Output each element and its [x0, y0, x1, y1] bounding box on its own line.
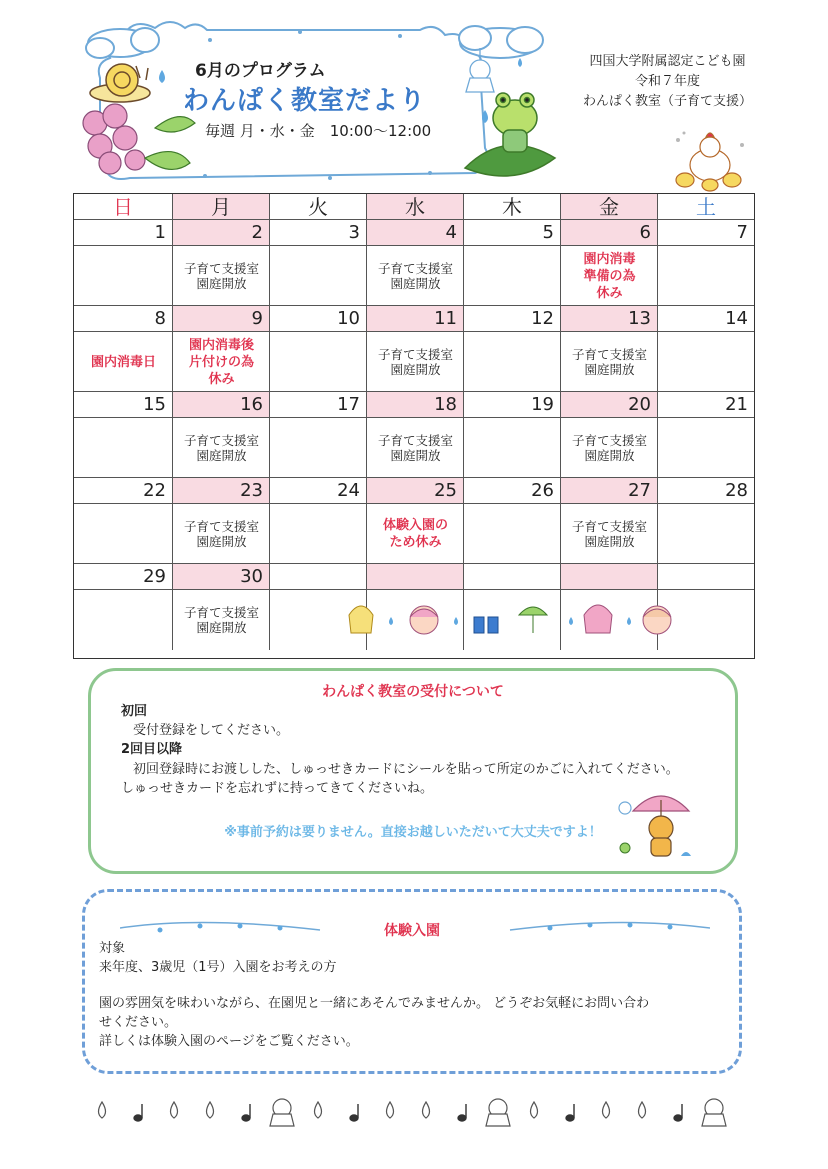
note-line: 園庭開放: [584, 362, 635, 377]
date-cell: 23: [173, 478, 270, 504]
weekday-cell: 土: [696, 195, 716, 219]
note-cell: [561, 332, 658, 392]
date-row: [74, 220, 754, 246]
date-row: [74, 564, 754, 590]
rainy-season-decoration: [339, 595, 719, 645]
note-line: 園庭開放: [196, 534, 247, 549]
note-line: 園庭開放: [196, 448, 247, 463]
note-cell: [270, 246, 367, 306]
date-cell: 10: [270, 306, 367, 332]
date-cell: 1: [74, 220, 173, 246]
note-cell: [464, 246, 561, 306]
note-cell: [367, 418, 464, 478]
note-line: ため休み: [389, 535, 442, 550]
open-note: [561, 433, 658, 463]
note-row: [74, 418, 754, 478]
teru-teru-bozu-icon: [486, 1099, 510, 1126]
note-cell: [464, 332, 561, 392]
trial-desc-3: 詳しくは体験入園のページをご覧ください。: [99, 1034, 359, 1049]
note-cell: [367, 504, 464, 564]
note-cell: [74, 590, 173, 650]
note-cell: [658, 246, 754, 306]
music-note-icon: [350, 1104, 358, 1121]
teru-teru-bozu-icon: [270, 1099, 294, 1126]
date-cell: [367, 564, 464, 590]
note-line: 子育て支援室: [377, 347, 453, 362]
note-cell: [367, 332, 464, 392]
open-note: [173, 261, 270, 291]
note-line: 子育て支援室: [183, 433, 259, 448]
page-title: わんぱく教室だより: [183, 86, 427, 116]
weekday-cell: 月: [173, 194, 270, 220]
second-visit-text-2: しゅっせきカードを忘れずに持ってきてくださいね。: [121, 781, 434, 796]
date-cell: 20: [561, 392, 658, 418]
institution-name: 四国大学附属認定こども園: [589, 54, 746, 69]
note-line: 子育て支援室: [571, 347, 647, 362]
date-cell: 28: [725, 480, 748, 501]
open-note: [367, 433, 464, 463]
note-line: 子育て支援室: [571, 519, 647, 534]
first-visit-text: 受付登録をしてください。: [133, 723, 290, 738]
date-cell: 17: [270, 392, 367, 418]
class-name: わんぱく教室（子育て支援）: [582, 94, 752, 109]
note-line: 園庭開放: [584, 448, 635, 463]
note-line: 休み: [208, 372, 235, 387]
note-cell: [173, 246, 270, 306]
open-note: [367, 347, 464, 377]
trial-desc-2: せください。: [99, 1015, 178, 1030]
first-visit-heading: 初回: [121, 704, 148, 719]
raindrop-icon: [627, 617, 631, 625]
note-line: 園庭開放: [196, 620, 247, 635]
note-cell: [74, 504, 173, 564]
date-cell: [658, 564, 754, 590]
date-cell: 12: [464, 306, 561, 332]
open-note: [561, 347, 658, 377]
weekday-cell: 金: [561, 194, 658, 220]
date-cell: 18: [367, 392, 464, 418]
open-note: [173, 519, 270, 549]
child-face-icon: [410, 606, 438, 634]
note-line: 子育て支援室: [377, 261, 453, 276]
date-cell: 30: [173, 564, 270, 590]
date-cell: 21: [725, 394, 748, 415]
date-cell: 29: [74, 564, 173, 590]
note-line: 園庭開放: [584, 534, 635, 549]
date-cell: 22: [74, 478, 173, 504]
note-cell: [367, 246, 464, 306]
date-cell: 15: [74, 392, 173, 418]
date-cell: [464, 564, 561, 590]
raindrop-icon: [639, 1102, 646, 1118]
note-line: 体験入園の: [382, 518, 448, 533]
raincoat-child-icon: [349, 606, 373, 633]
trial-entry-box: [82, 889, 742, 1074]
note-cell: [561, 418, 658, 478]
note-cell: [173, 418, 270, 478]
date-row: [74, 306, 754, 332]
schedule-text: 毎週 月・水・金 10:00〜12:00: [205, 122, 432, 140]
note-line: 子育て支援室: [183, 519, 259, 534]
date-cell: 7: [736, 222, 748, 243]
weekday-cell: 火: [270, 194, 367, 220]
second-visit-text-1: 初回登録時にお渡しした、しゅっせきカードにシールを貼って所定のかごに入れてください。: [133, 762, 679, 777]
weekday-cell: 木: [464, 194, 561, 220]
note-row: [74, 332, 754, 392]
open-note: [173, 605, 270, 635]
trial-desc-1: 園の雰囲気を味わいながら、在園児と一緒にあそんでみませんか。 どうぞお気軽にお問い合わ: [99, 996, 650, 1011]
reservation-note: ※事前予約は要りません。直接お越しいただいて大丈夫ですよ！: [224, 825, 602, 840]
footer-decoration: [88, 1094, 738, 1134]
reception-box: [88, 668, 738, 874]
open-note: [367, 261, 464, 291]
date-cell: 6: [561, 220, 658, 246]
note-line: 園内消毒後: [188, 338, 254, 353]
note-line: 準備の為: [583, 269, 636, 284]
note-line: 子育て支援室: [183, 605, 259, 620]
cloud-icon: [459, 26, 543, 58]
raindrop-icon: [315, 1102, 322, 1118]
date-cell: [561, 564, 658, 590]
teru-teru-bozu-icon: [702, 1099, 726, 1126]
date-row: [74, 392, 754, 418]
open-note: [561, 519, 658, 549]
raindrop-icon: [99, 1102, 106, 1118]
note-line: 園庭開放: [390, 362, 441, 377]
month-program: 6月のプログラム: [195, 61, 326, 81]
note-line: 片付けの為: [188, 355, 254, 370]
weekday-header: [74, 194, 754, 220]
note-cell: [561, 504, 658, 564]
date-cell: 4: [367, 220, 464, 246]
raindrop-icon: [569, 617, 573, 625]
note-cell: [74, 332, 173, 392]
date-cell: 3: [270, 220, 367, 246]
date-cell: 9: [173, 306, 270, 332]
child-face-icon: [643, 606, 671, 634]
umbrella-icon: [519, 607, 547, 633]
note-line: 子育て支援室: [571, 433, 647, 448]
note-cell: [173, 332, 270, 392]
raindrop-icon: [389, 617, 393, 625]
calendar: [73, 193, 755, 659]
fiscal-year: 令和７年度: [634, 74, 700, 89]
note-cell: [658, 418, 754, 478]
date-cell: 19: [464, 392, 561, 418]
umbrella-child-icon: [611, 786, 696, 866]
note-line: 園内消毒: [583, 252, 636, 267]
date-cell: [270, 564, 367, 590]
date-row: [74, 478, 754, 504]
date-cell: 8: [74, 306, 173, 332]
raindrop-icon: [423, 1102, 430, 1118]
date-cell: 24: [270, 478, 367, 504]
note-cell: [658, 332, 754, 392]
closure-note: [367, 517, 464, 551]
institution-block: [560, 52, 775, 112]
music-note-icon: [674, 1104, 682, 1121]
date-cell: 16: [173, 392, 270, 418]
music-note-icon: [242, 1104, 250, 1121]
music-note-icon: [458, 1104, 466, 1121]
note-line: 園内消毒日: [90, 355, 156, 370]
note-cell: [561, 246, 658, 306]
note-row: [74, 246, 754, 306]
raindrop-icon: [603, 1102, 610, 1118]
second-visit-heading: 2回目以降: [121, 742, 183, 757]
note-cell: [270, 332, 367, 392]
note-cell: [464, 504, 561, 564]
date-cell: 13: [561, 306, 658, 332]
open-note: [173, 433, 270, 463]
note-cell: [74, 246, 173, 306]
closure-note: [74, 354, 173, 371]
date-cell: 26: [464, 478, 561, 504]
date-cell: 5: [464, 220, 561, 246]
note-line: 園庭開放: [196, 276, 247, 291]
note-cell: [173, 504, 270, 564]
weekday-cell: 水: [367, 194, 464, 220]
trial-title: 体験入園: [384, 923, 440, 939]
music-note-icon: [566, 1104, 574, 1121]
date-cell: 14: [725, 308, 748, 329]
raindrop-icon: [171, 1102, 178, 1118]
note-cell: [270, 504, 367, 564]
reception-title: わんぱく教室の受付について: [322, 684, 504, 700]
closure-note: [561, 251, 658, 302]
raincoat-child-icon: [584, 605, 612, 633]
note-line: 子育て支援室: [377, 433, 453, 448]
target-heading: 対象: [99, 941, 126, 956]
raindrop-icon: [531, 1102, 538, 1118]
raindrop-icon: [207, 1102, 214, 1118]
date-cell: 27: [561, 478, 658, 504]
note-cell: [74, 418, 173, 478]
note-cell: [464, 418, 561, 478]
note-line: 子育て支援室: [183, 261, 259, 276]
date-cell: 25: [367, 478, 464, 504]
rain-boots-icon: [474, 617, 498, 633]
raindrop-icon: [454, 617, 458, 625]
note-row: [74, 504, 754, 564]
closure-note: [173, 337, 270, 388]
date-cell: 11: [367, 306, 464, 332]
note-line: 園庭開放: [390, 276, 441, 291]
note-cell: [173, 590, 270, 650]
target-text: 来年度、3歳児（1号）入園をお考えの方: [99, 960, 337, 975]
hen-icon: [670, 125, 750, 195]
note-cell: [270, 418, 367, 478]
music-note-icon: [134, 1104, 142, 1121]
weekday-cell: 日: [74, 194, 173, 220]
note-cell: [658, 504, 754, 564]
date-cell: 2: [173, 220, 270, 246]
note-line: 園庭開放: [390, 448, 441, 463]
note-line: 休み: [596, 286, 623, 301]
raindrop-icon: [387, 1102, 394, 1118]
